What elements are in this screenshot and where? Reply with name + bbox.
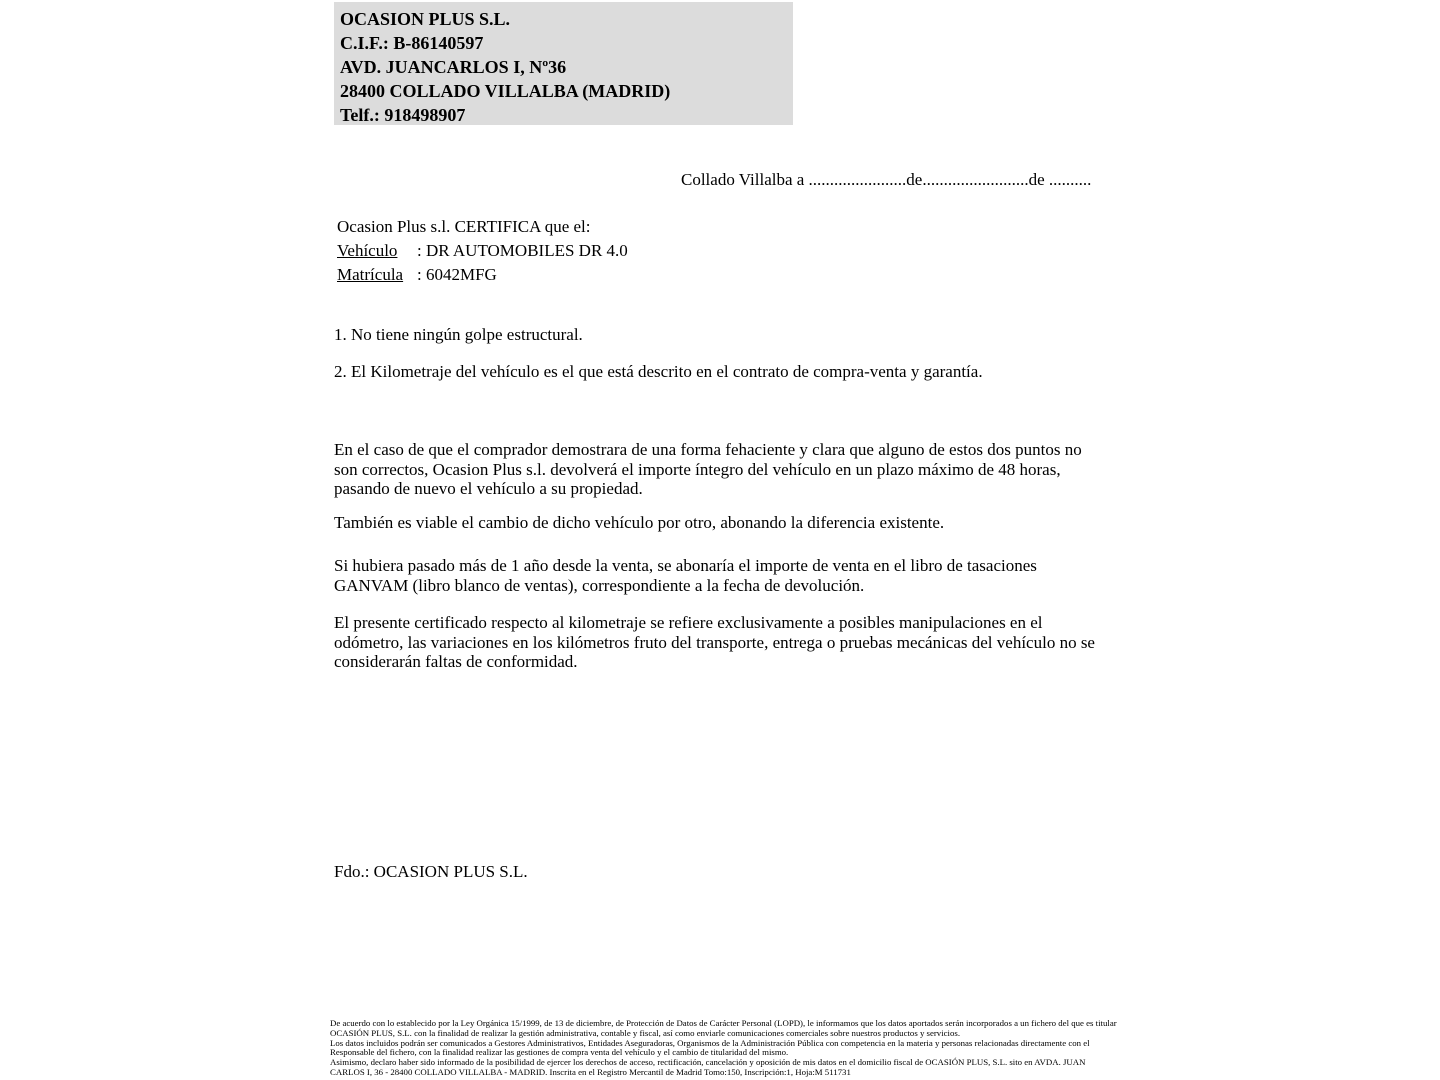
certification-intro: Ocasion Plus s.l. CERTIFICA que el:	[337, 217, 591, 236]
paragraph-refund-terms: En el caso de que el comprador demostrara de una forma fehaciente y clara que alguno de estos dos puntos no son correctos, Ocasion Plus s.l. devolverá el importe íntegro del vehículo en un plazo máximo de 48 horas, pasando de nuevo el vehículo a su propiedad.	[334, 440, 1082, 498]
legal-footer-line: Los datos incluidos podrán ser comunicados a Gestores Administrativos, Entidades Aseguradoras, Organismos de la Administración Pública con competencia en la materia y personas relacionadas directamente con el	[330, 1037, 1090, 1048]
legal-footer	[330, 1019, 1120, 1078]
company-cif: C.I.F.: B-86140597	[340, 33, 484, 53]
vehicle-value: : DR AUTOMOBILES DR 4.0	[417, 241, 628, 260]
plate-row	[337, 263, 628, 287]
company-city: 28400 COLLADO VILLALBA (MADRID)	[340, 81, 671, 101]
vehicle-label: Vehículo	[337, 241, 398, 260]
company-phone: Telf.: 918498907	[340, 105, 466, 125]
paragraph-odometer-disclaimer: El presente certificado respecto al kilometraje se refiere exclusivamente a posibles manipulaciones en el odómetro, las variaciones en los kilómetros fruto del transporte, entrega o pruebas mecánicas del vehículo no se considerarán faltas de conformidad.	[334, 613, 1095, 671]
company-name: OCASION PLUS S.L.	[340, 9, 511, 29]
paragraph-ganvam-valuation: Si hubiera pasado más de 1 año desde la venta, se abonaría el importe de venta en el libro de tasaciones GANVAM (libro blanco de ventas), correspondiente a la fecha de devolución.	[334, 556, 1037, 595]
certification-block	[337, 215, 628, 287]
date-line: Collado Villalba a .......................de.........................de ..........	[681, 170, 1092, 189]
legal-footer-line: De acuerdo con lo establecido por la Ley Orgánica 15/1999, de 13 de diciembre, de Protección de Datos de Carácter Personal (LOPD), le informamos que los datos aportados serán incorporados a un fichero del que es titular	[330, 1018, 1117, 1028]
plate-value: : 6042MFG	[417, 265, 497, 284]
legal-footer-line: Responsable del fichero, con la finalidad realizar las gestiones de compra venta del vehículo y el cambio de titularidad del mismo.	[330, 1047, 789, 1058]
condition-point-2: 2. El Kilometraje del vehículo es el que está descrito en el contrato de compra-venta y garantía.	[334, 362, 983, 381]
signature-line: Fdo.: OCASION PLUS S.L.	[334, 862, 528, 881]
condition-point-1: 1. No tiene ningún golpe estructural.	[334, 325, 583, 344]
legal-footer-line: OCASIÓN PLUS, S.L. con la finalidad de realizar la gestión administrativa, contable y fiscal, así como enviarle comunicaciones comerciales sobre nuestros productos y servicios.	[330, 1027, 961, 1038]
company-address: AVD. JUANCARLOS I, Nº36	[340, 57, 567, 77]
paragraph-exchange-option: También es viable el cambio de dicho vehículo por otro, abonando la diferencia existente.	[334, 513, 945, 532]
vehicle-row	[337, 239, 628, 263]
company-header-box	[334, 2, 793, 125]
plate-label: Matrícula	[337, 265, 404, 284]
legal-footer-line: CARLOS I, 36 - 28400 COLLADO VILLALBA - MADRID. Inscrita en el Registro Mercantil de Madrid Tomo:150, Inscripción:1, Hoja:M 511731	[330, 1066, 851, 1077]
legal-footer-line: Asimismo, declaro haber sido informado de la posibilidad de ejercer los derechos de acceso, rectificación, cancelación y oposición de mis datos en el domicilio fiscal de OCASIÓN PLUS, S.L. sito en AVDA. JUAN	[330, 1057, 1086, 1068]
